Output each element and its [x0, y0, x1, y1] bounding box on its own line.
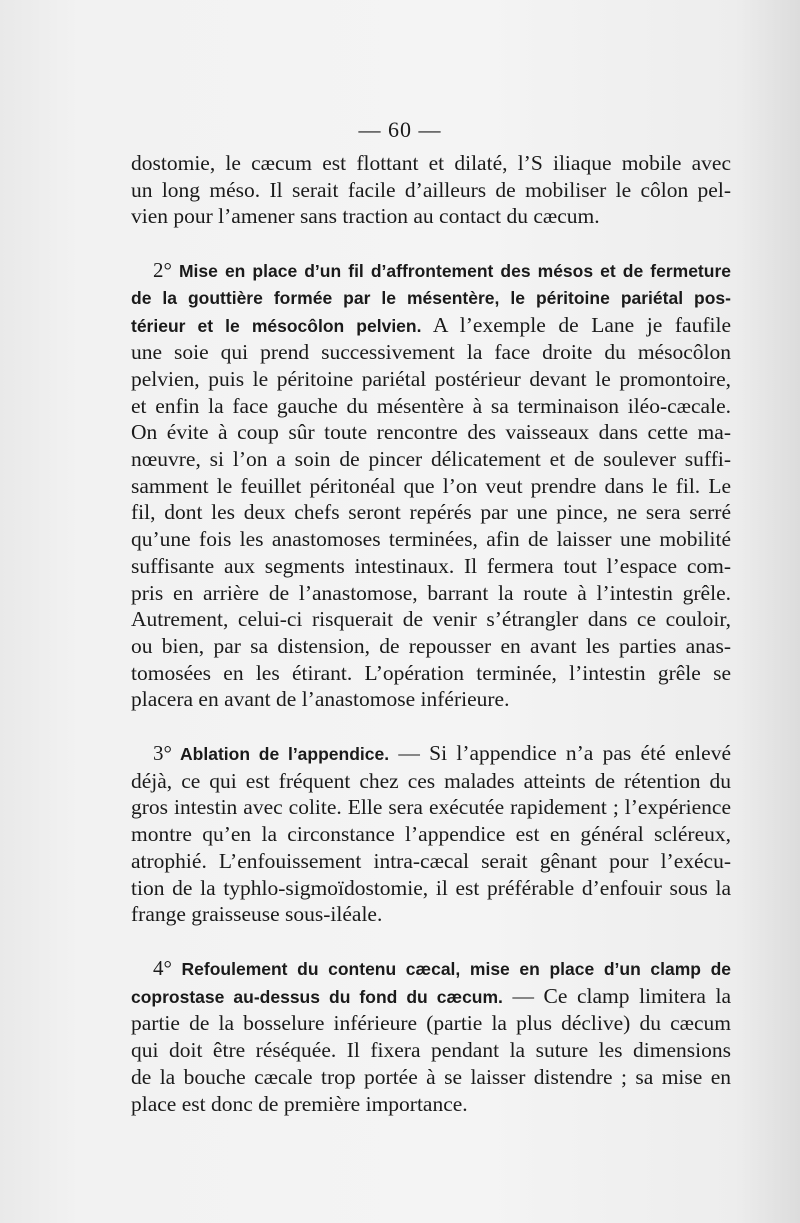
section-text-start: A l’exemple de Lane je faufile [421, 312, 731, 337]
heading-line [131, 955, 731, 983]
text-line: gros intestin avec colite. Elle sera exécutée rapidement ; l’expérience [131, 795, 731, 820]
text-line: montre qu’en la circonstance l’appendice est en général scléreux, [131, 822, 731, 847]
heading-line [131, 983, 731, 1011]
text-line: qui doit être réséquée. Il fixera pendant la suture les dimensions [131, 1038, 731, 1063]
text-line: frange graisseuse sous-iléale. [131, 902, 383, 927]
paragraph-section-2 [131, 257, 731, 713]
section-heading-line: de la gouttière formée par le mésentère, le péritoine pariétal pos- [131, 287, 731, 308]
paragraph-section-4 [131, 955, 731, 1117]
text-line: fil, dont les deux chefs seront repérés par une pince, ne sera serré [131, 500, 731, 525]
text-line: pris en arrière de l’anastomose, barrant la route à l’intestin grêle. [131, 580, 731, 605]
text-line: ou bien, par sa distension, de repousser en avant les parties anas- [131, 633, 731, 658]
text-line: samment le feuillet péritonéal que l’on veut prendre dans le fil. Le [131, 473, 731, 498]
body-text [131, 150, 731, 1117]
text-line: tomosées en les étirant. L’opération terminée, l’intestin grêle se [131, 660, 731, 685]
text-line: déjà, ce qui est fréquent chez ces malades atteints de rétention du [131, 768, 731, 793]
page-number: — 60 — [358, 117, 442, 142]
text-line: vien pour l’amener sans traction au contact du cæcum. [131, 204, 600, 229]
heading-line [131, 312, 731, 340]
section-text-start: — Ce clamp limitera la [502, 983, 731, 1008]
text-line: suffisante aux segments intestinaux. Il fermera tout l’espace com- [131, 553, 731, 578]
section-number: 3° [153, 741, 172, 766]
text-line: qu’une fois les anastomoses terminées, afin de laisser une mobilité [131, 527, 731, 552]
text-line: de la bouche cæcale trop portée à se laisser distendre ; sa mise en [131, 1064, 731, 1089]
paragraph-continuation [131, 150, 731, 230]
heading-line [131, 257, 731, 285]
section-heading: Ablation de l’appendice. [171, 744, 390, 765]
text-line: pelvien, puis le péritoine pariétal postérieur devant le promontoire, [131, 366, 731, 391]
section-number: 2° [153, 258, 172, 283]
text-line: un long méso. Il serait facile d’ailleurs de mobiliser le côlon pel- [131, 177, 731, 202]
heading-line [131, 740, 731, 768]
text-line: placera en avant de l’anastomose inférieure. [131, 687, 510, 712]
text-line: atrophié. L’enfouissement intra-cæcal serait gênant pour l’exécu- [131, 848, 731, 873]
section-heading-end: coprostase au-dessus du fond du cæcum. [131, 986, 503, 1007]
text-line: et enfin la face gauche du mésentère à sa terminaison iléo-cæcale. [131, 393, 731, 418]
text-line: dostomie, le cæcum est flottant et dilaté, l’S iliaque mobile avec [131, 151, 731, 175]
text-line: partie de la bosselure inférieure (partie la plus déclive) du cæcum [131, 1011, 731, 1036]
text-line: On évite à coup sûr toute rencontre des vaisseaux dans cette ma- [131, 420, 731, 445]
section-heading: Refoulement du contenu cæcal, mise en place d’un clamp de [171, 958, 731, 979]
text-line: une soie qui prend successivement la face droite du mésocôlon [131, 340, 731, 365]
text-line: nœuvre, si l’on a soin de pincer délicatement et de soulever suffi- [131, 447, 731, 472]
section-heading: Mise en place d’un fil d’affrontement des mésos et de fermeture [171, 261, 731, 282]
paragraph-section-3 [131, 740, 731, 928]
section-heading-end: térieur et le mésocôlon pelvien. [131, 315, 422, 336]
text-line: Autrement, celui-ci risquerait de venir s’étrangler dans ce couloir, [131, 607, 731, 632]
text-line: tion de la typhlo-sigmoïdostomie, il est préférable d’enfouir sous la [131, 875, 731, 900]
text-line: place est donc de première importance. [131, 1091, 468, 1116]
section-number: 4° [153, 955, 172, 980]
section-text-start: — Si l’appendice n’a pas été enlevé [389, 741, 731, 766]
